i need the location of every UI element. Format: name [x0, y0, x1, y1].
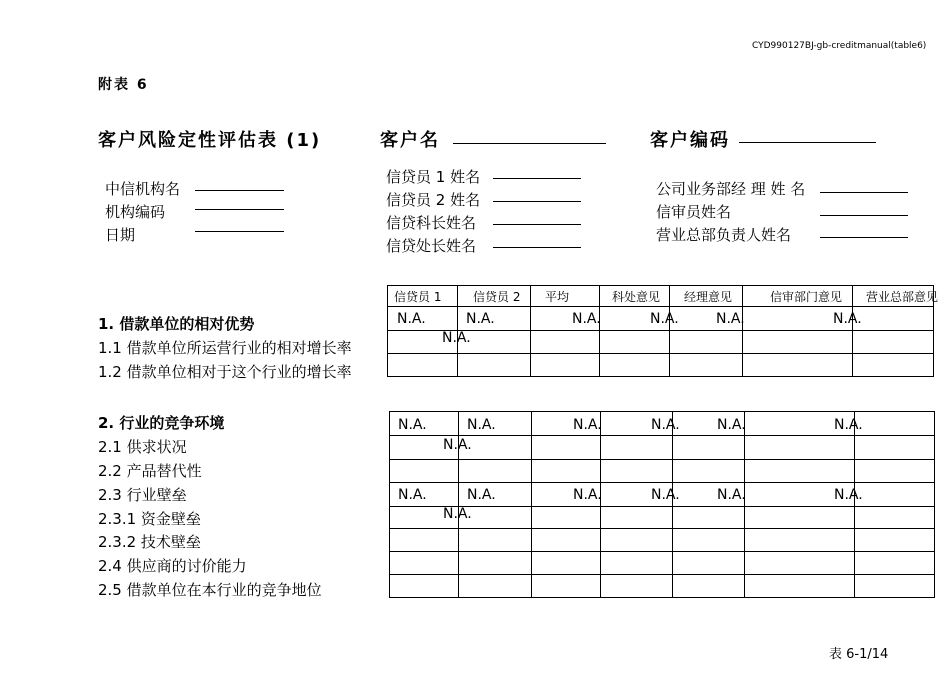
section2-table: [389, 411, 935, 598]
na-cell: N.A.: [467, 487, 496, 503]
na-cell: N.A.: [716, 311, 745, 327]
na-cell: N.A.: [717, 417, 746, 433]
na-cell: N.A.: [834, 417, 863, 433]
na-cell: N.A.: [717, 487, 746, 503]
na-cell: N.A.: [650, 311, 679, 327]
org-code-label: 机构编码: [105, 203, 166, 221]
section2-item: 2.2 产品替代性: [98, 462, 202, 480]
org-name-field[interactable]: [195, 190, 284, 191]
na-cell: N.A.: [397, 311, 426, 327]
na-cell: N.A.: [467, 417, 496, 433]
date-field[interactable]: [195, 231, 284, 232]
officer2-field[interactable]: [493, 201, 581, 202]
na-cell: N.A.: [573, 487, 602, 503]
client-name-field[interactable]: [453, 143, 606, 144]
na-cell: N.A.: [443, 437, 472, 453]
na-cell: N.A.: [398, 487, 427, 503]
section-chief-field[interactable]: [493, 224, 581, 225]
na-cell: N.A.: [651, 487, 680, 503]
client-code-field[interactable]: [739, 142, 876, 143]
dept-manager-field[interactable]: [820, 192, 908, 193]
officer1-field[interactable]: [493, 178, 581, 179]
na-cell: N.A.: [834, 487, 863, 503]
page-number: 表 6-1/14: [829, 647, 889, 662]
officer2-label: 信贷员 2 姓名: [386, 191, 481, 209]
section2-item: 2.1 供求状况: [98, 438, 187, 456]
org-name-label: 中信机构名: [105, 180, 181, 198]
hq-head-field[interactable]: [820, 237, 908, 238]
col-header-credit-dept-opinion: 信审部门意见: [770, 290, 843, 304]
section2-title: 2. 行业的竞争环境: [98, 414, 225, 432]
division-chief-label: 信贷处长姓名: [386, 237, 477, 255]
credit-reviewer-field[interactable]: [820, 215, 908, 216]
appendix-label: 附表 6: [98, 77, 149, 93]
client-name-label: 客户名: [380, 130, 440, 151]
credit-reviewer-label: 信审员姓名: [656, 203, 732, 221]
date-label: 日期: [105, 226, 136, 244]
na-cell: N.A.: [651, 417, 680, 433]
col-header-hq-opinion: 营业总部意见: [866, 290, 939, 304]
section2-item: 2.3.2 技术壁垒: [98, 533, 201, 551]
officer1-label: 信贷员 1 姓名: [386, 168, 481, 186]
hq-head-label: 营业总部负责人姓名: [656, 226, 792, 244]
col-header-officer1: 信贷员 1: [394, 290, 442, 304]
section-chief-label: 信贷科长姓名: [386, 214, 477, 232]
na-cell: N.A.: [443, 506, 472, 522]
col-header-officer2: 信贷员 2: [473, 290, 521, 304]
section2-item: 2.5 借款单位在本行业的竞争地位: [98, 581, 322, 599]
org-code-field[interactable]: [195, 209, 284, 210]
dept-manager-label: 公司业务部经 理 姓 名: [656, 180, 806, 198]
division-chief-field[interactable]: [493, 247, 581, 248]
form-title: 客户风险定性评估表 (1): [98, 130, 322, 151]
client-code-label: 客户编码: [650, 130, 730, 151]
section2-item: 2.3.1 资金壁垒: [98, 510, 201, 528]
col-header-average: 平均: [545, 290, 570, 304]
section2-item: 2.4 供应商的讨价能力: [98, 557, 247, 575]
section2-item: 2.3 行业壁垒: [98, 486, 187, 504]
na-cell: N.A.: [573, 417, 602, 433]
na-cell: N.A.: [442, 330, 471, 346]
col-header-manager-opinion: 经理意见: [684, 290, 733, 304]
section1-item: 1.1 借款单位所运营行业的相对增长率: [98, 339, 352, 357]
na-cell: N.A.: [572, 311, 601, 327]
section1-table: [387, 285, 939, 377]
section1-title: 1. 借款单位的相对优势: [98, 315, 255, 333]
na-cell: N.A.: [398, 417, 427, 433]
col-header-section-opinion: 科处意见: [612, 290, 661, 304]
section1-item: 1.2 借款单位相对于这个行业的增长率: [98, 363, 352, 381]
na-cell: N.A.: [833, 311, 862, 327]
document-id: CYD990127BJ-gb-creditmanual(table6): [752, 41, 927, 51]
na-cell: N.A.: [466, 311, 495, 327]
